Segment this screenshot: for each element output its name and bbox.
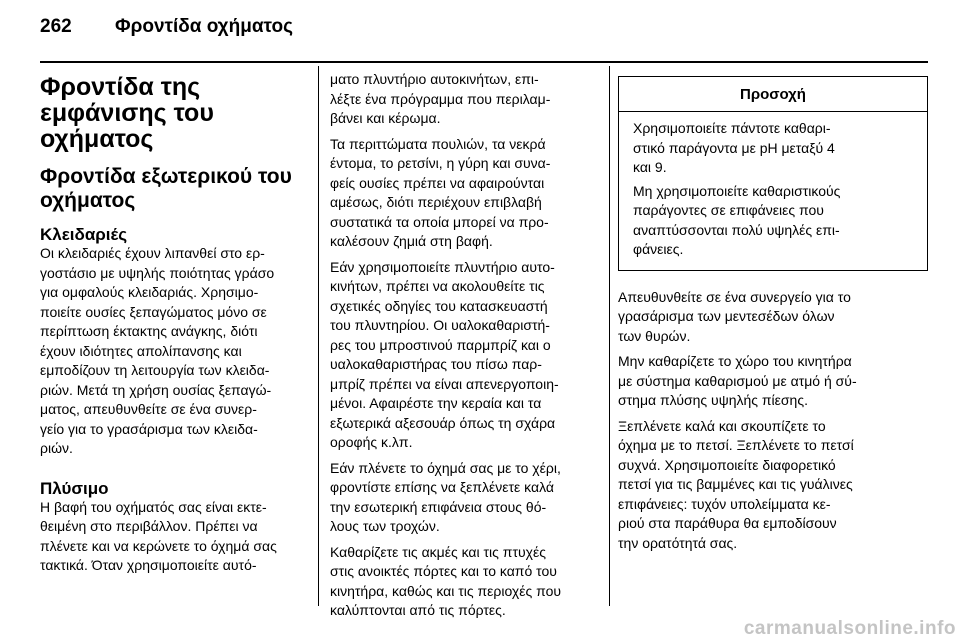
heading-line: Φροντίδα της (40, 73, 201, 101)
text-line: ριών. (40, 440, 73, 456)
text-line: αμέσως, διότι περιέχουν επιβλαβή (330, 194, 542, 210)
text-line: ποιείτε ουσίες ξεπαγώματος μόνο σε (40, 303, 267, 320)
text-line: έντομα, το ρετσίνι, η γύρη και συνα- (330, 155, 551, 171)
text-line: για ομφαλούς κλειδαριάς. Χρησιμο- (40, 284, 259, 300)
text-line: σχετικές οδηγίες του κατασκευαστή (330, 297, 548, 314)
text-line: και 9. (633, 159, 667, 175)
paragraph (330, 135, 602, 252)
running-title: Φροντίδα οχήματος (115, 16, 293, 37)
paragraph (618, 417, 928, 554)
text-line: εμποδίζουν τη λειτουργία των κλειδα- (40, 362, 270, 378)
text-line: όχημα με το πετσί. Ξεπλένετε το πετσί (618, 437, 854, 453)
text-line: γρασάρισμα των μεντεσέδων όλων (618, 308, 835, 324)
text-line: Μη χρησιμοποιείτε καθαριστικούς (633, 182, 841, 199)
subsection-heading (40, 165, 312, 213)
paragraph (330, 258, 602, 453)
text-line: στικό παράγοντα με pH μεταξύ 4 (633, 139, 835, 156)
column-3 (618, 66, 928, 553)
text-line: συστατικά τα οποία μπορεί να προ- (330, 213, 549, 230)
caution-body (619, 112, 927, 270)
text-line: Ξεπλένετε καλά και σκουπίζετε το (618, 417, 826, 434)
paragraph (330, 70, 602, 129)
text-line: επιφάνειες: τυχόν υπολείμματα κε- (618, 495, 831, 512)
heading-line: Φροντίδα εξωτερικού του (40, 165, 292, 188)
text-line: βάνει και κέρωμα. (330, 110, 441, 126)
text-line: οροφής κ.λπ. (330, 434, 413, 450)
text-line: έχουν ιδιότητες απολίπανσης και (40, 342, 242, 359)
heading-line: εμφάνισης του (40, 99, 214, 127)
text-line: κινήτων, πρέπει να ακολουθείτε τις (330, 278, 545, 294)
text-line: ριών. Μετά τη χρήση ουσίας ξεπαγώ- (40, 381, 272, 398)
washing-heading: Πλύσιμο (40, 478, 109, 498)
text-line: περίπτωση έκτακτης ανάγκης, διότι (40, 323, 258, 339)
text-line: συχνά. Χρησιμοποιείτε διαφορετικό (618, 456, 836, 473)
text-line: Απευθυνθείτε σε ένα συνεργείο για το (618, 288, 851, 305)
caution-paragraph (633, 119, 913, 178)
text-line: γείο για το γρασάρισμα των κλειδα- (40, 420, 258, 437)
text-line: καλέσουν ζημιά στη βαφή. (330, 233, 493, 249)
text-line: αναπτύσσονται πολύ υψηλές επι- (633, 221, 840, 238)
caution-title: Προσοχή (619, 77, 927, 112)
caution-box (618, 76, 928, 271)
washing-paragraph (40, 498, 312, 576)
text-line: στις ανοικτές πόρτες και το καπό του (330, 563, 557, 579)
text-line: των θυρών. (618, 327, 691, 344)
text-line: φείς ουσίες πρέπει να αφαιρούνται (330, 174, 545, 191)
text-line: κινητήρα, καθώς και τις περιοχές που (330, 582, 562, 599)
text-line: του πλυντηρίου. Οι υαλοκαθαριστή- (330, 317, 550, 333)
text-line: Καθαρίζετε τις ακμές και τις πτυχές (330, 543, 546, 560)
watermark: carmanualsonline.info (743, 618, 956, 639)
text-line: υαλοκαθαριστήρας του πίσω παρ- (330, 356, 542, 372)
column-divider-1 (318, 66, 319, 606)
text-line: γοστάσιο με υψηλής ποιότητας γράσο (40, 264, 275, 281)
text-line: ματο πλυντήριο αυτοκινήτων, επι- (330, 71, 539, 87)
paragraph (330, 543, 602, 621)
text-line: θειμένη στο περιβάλλον. Πρέπει να (40, 518, 258, 534)
text-line: λους των τροχών. (330, 518, 440, 534)
paragraph (618, 352, 928, 411)
text-line: μπρίζ πρέπει να είναι απενεργοποιη- (330, 375, 559, 392)
text-line: Η βαφή του οχήματός σας είναι εκτε- (40, 498, 267, 515)
caution-paragraph (633, 182, 913, 260)
text-line: Εάν χρησιμοποιείτε πλυντήριο αυτο- (330, 258, 555, 275)
text-line: φάνειες. (633, 241, 684, 257)
text-line: την ορατότητά σας. (618, 534, 738, 551)
heading-line: οχήματος (40, 125, 154, 153)
text-line: ματος, απευθυνθείτε σε ένα συνερ- (40, 401, 257, 417)
column-1 (40, 66, 312, 576)
text-line: με σύστημα καθαρισμού με ατμό ή σύ- (618, 372, 857, 389)
locks-heading: Κλειδαριές (40, 225, 128, 244)
column-2 (330, 66, 602, 621)
text-line: Εάν πλένετε το όχημά σας με το χέρι, (330, 459, 561, 476)
text-line: Μην καθαρίζετε το χώρο του κινητήρα (618, 353, 852, 369)
text-line: στημα πλύσης υψηλής πίεσης. (618, 392, 808, 408)
text-line: φροντίστε επίσης να ξεπλένετε καλά (330, 479, 554, 495)
column-divider-2 (609, 66, 610, 606)
text-line: την εσωτερική επιφάνεια στους θό- (330, 498, 547, 515)
text-line: λέξτε ένα πρόγραμμα που περιλαμ- (330, 90, 551, 107)
text-line: ρες του μπροστινού παρμπρίζ και ο (330, 336, 551, 353)
locks-paragraph (40, 244, 312, 459)
header-rule (40, 61, 928, 63)
text-line: τακτικά. Όταν χρησιμοποιείτε αυτό- (40, 557, 257, 573)
text-line: παράγοντες σε επιφάνειες που (633, 202, 824, 218)
section-heading (40, 74, 312, 152)
text-line: Οι κλειδαριές έχουν λιπανθεί στο ερ- (40, 245, 265, 261)
heading-line: οχήματος (40, 189, 136, 212)
text-line: Τα περιττώματα πουλιών, τα νεκρά (330, 135, 546, 152)
text-line: ριού στα παράθυρα θα εμποδίσουν (618, 515, 837, 531)
paragraph (618, 288, 928, 347)
text-line: πετσί για τις βαμμένες και τις γυάλινες (618, 476, 853, 492)
page-number: 262 (40, 16, 72, 37)
text-line: Χρησιμοποιείτε πάντοτε καθαρι- (633, 120, 831, 136)
text-line: πλένετε και να κερώνετε το όχημά σας (40, 537, 277, 554)
text-line: εξωτερικά αξεσουάρ όπως τη σχάρα (330, 414, 556, 431)
text-line: καλύπτονται από τις πόρτες. (330, 602, 506, 618)
paragraph (330, 459, 602, 537)
text-line: μένοι. Αφαιρέστε την κεραία και τα (330, 395, 542, 411)
